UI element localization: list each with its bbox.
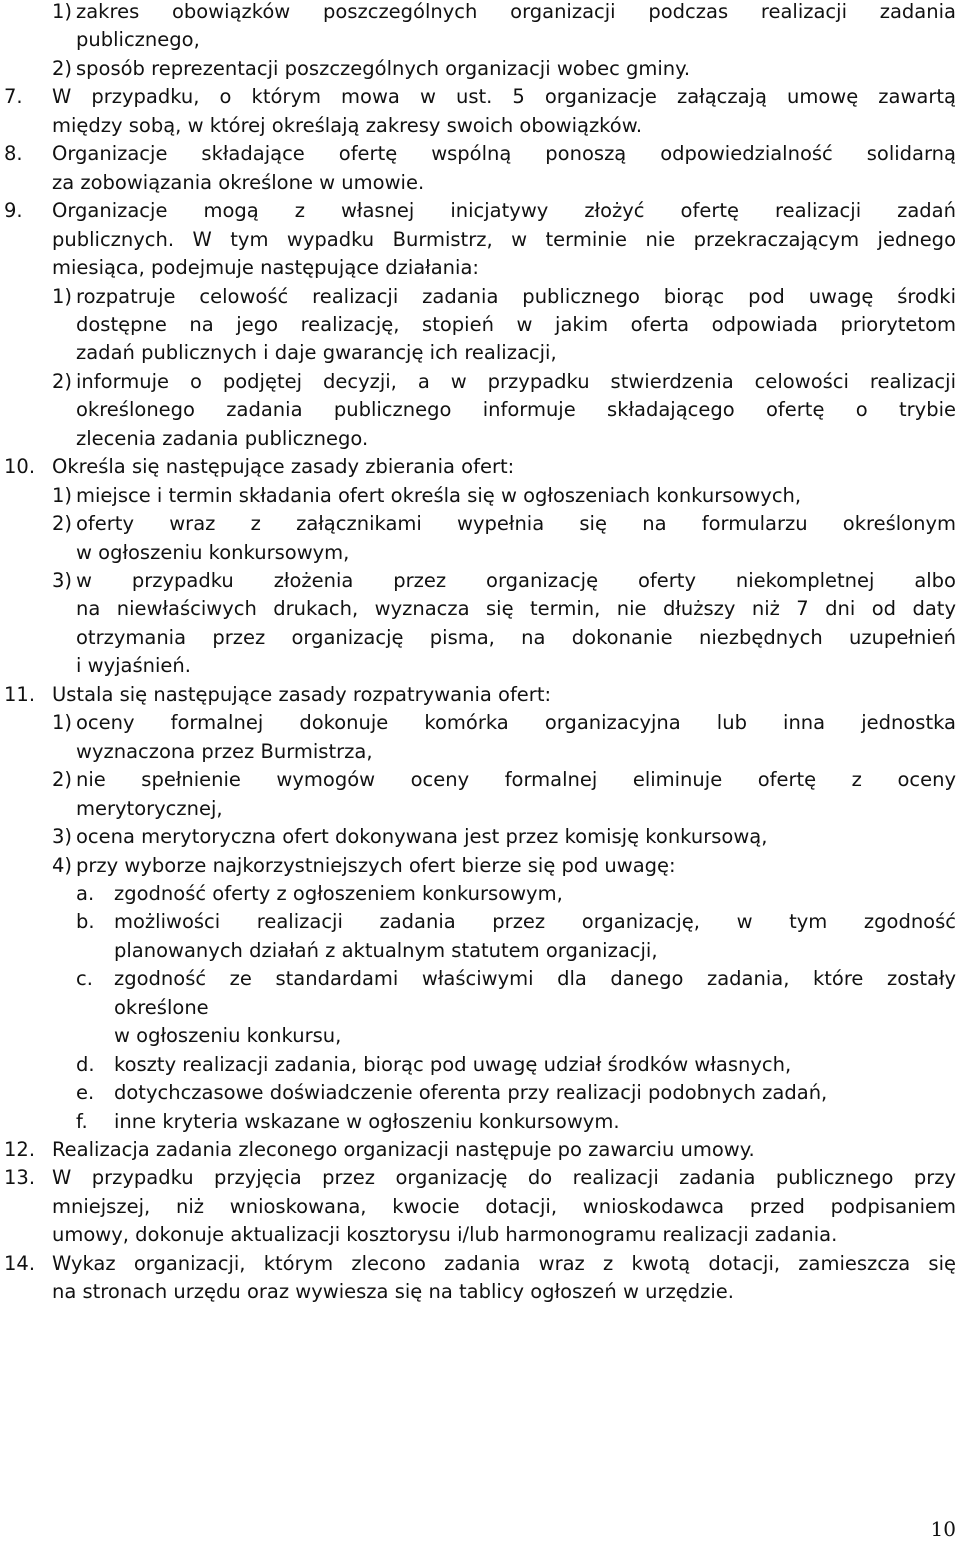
text-line bbox=[0, 396, 960, 424]
text-line bbox=[0, 26, 960, 54]
list-marker: 10. bbox=[4, 455, 36, 479]
line-text: nie spełnienie wymogów oceny formalnej eliminuje ofertę z oceny bbox=[76, 768, 956, 792]
line-text: między sobą, w której określają zakresy swoich obowiązków. bbox=[52, 113, 643, 137]
list-marker: 8. bbox=[4, 142, 23, 166]
line-text: miejsce i termin składania ofert określa się w ogłoszeniach konkursowych, bbox=[76, 483, 802, 507]
line-text: i wyjaśnień. bbox=[76, 654, 191, 678]
list-marker: a. bbox=[76, 881, 95, 905]
list-marker: 4) bbox=[52, 853, 73, 877]
text-line bbox=[0, 453, 960, 481]
text-line bbox=[0, 595, 960, 623]
line-text: określonego zadania publicznego informuje składającego ofertę o trybie bbox=[76, 398, 956, 422]
line-text: oferty wraz z załącznikami wypełnia się na formularzu określonym bbox=[76, 512, 956, 536]
list-marker: 1) bbox=[52, 0, 73, 23]
line-text: planowanych działań z aktualnym statutem organizacji, bbox=[114, 938, 658, 962]
text-line bbox=[0, 1221, 960, 1249]
line-text: umowy, dokonuje aktualizacji kosztorysu i/lub harmonogramu realizacji zadania. bbox=[52, 1223, 838, 1247]
text-line bbox=[0, 539, 960, 567]
line-text: publicznych. W tym wypadku Burmistrz, w terminie nie przekraczającym jednego bbox=[52, 227, 956, 251]
line-text: dostępne na jego realizację, stopień w jakim oferta odpowiada priorytetom bbox=[76, 312, 956, 336]
text-line bbox=[0, 624, 960, 652]
list-marker: 3) bbox=[52, 825, 73, 849]
text-line bbox=[0, 169, 960, 197]
line-text: Ustala się następujące zasady rozpatrywania ofert: bbox=[52, 682, 552, 706]
text-line bbox=[0, 425, 960, 453]
line-text: Organizacje składające ofertę wspólną ponoszą odpowiedzialność solidarną bbox=[52, 142, 956, 166]
list-marker: 1) bbox=[52, 284, 73, 308]
list-marker: 9. bbox=[4, 199, 23, 223]
text-line bbox=[0, 738, 960, 766]
line-text: na stronach urzędu oraz wywiesza się na tablicy ogłoszeń w urzędzie. bbox=[52, 1280, 734, 1304]
line-text: na niewłaściwych drukach, wyznacza się termin, nie dłuższy niż 7 dni od daty bbox=[76, 597, 956, 621]
line-text: miesiąca, podejmuje następujące działania: bbox=[52, 256, 479, 280]
text-line bbox=[0, 1250, 960, 1278]
list-marker: 11. bbox=[4, 682, 36, 706]
line-text: zadań publicznych i daje gwarancję ich realizacji, bbox=[76, 341, 557, 365]
line-text: Realizacja zadania zleconego organizacji następuje po zawarciu umowy. bbox=[52, 1138, 755, 1161]
text-line bbox=[0, 226, 960, 254]
line-text: ocena merytoryczna ofert dokonywana jest przez komisję konkursową, bbox=[76, 825, 768, 849]
line-text: koszty realizacji zadania, biorąc pod uwagę udział środków własnych, bbox=[114, 1052, 792, 1076]
line-text: dotychczasowe doświadczenie oferenta przy realizacji podobnych zadań, bbox=[114, 1081, 828, 1105]
text-line bbox=[0, 1193, 960, 1221]
line-text: w przypadku złożenia przez organizację oferty niekompletnej albo bbox=[76, 569, 956, 592]
text-line bbox=[0, 937, 960, 965]
text-line bbox=[0, 823, 960, 851]
text-line bbox=[0, 1164, 960, 1192]
list-marker: 2) bbox=[52, 512, 73, 536]
line-text: mniejszej, niż wnioskowana, kwocie dotacji, wnioskodawca przed podpisaniem bbox=[52, 1194, 956, 1218]
text-line bbox=[0, 965, 960, 993]
text-line bbox=[0, 1278, 960, 1306]
line-text: inne kryteria wskazane w ogłoszeniu konkursowym. bbox=[114, 1109, 620, 1133]
text-line bbox=[0, 55, 960, 83]
text-line bbox=[0, 709, 960, 737]
line-text: informuje o podjętej decyzji, a w przypadku stwierdzenia celowości realizacji bbox=[76, 369, 956, 393]
line-text: możliwości realizacji zadania przez organizację, w tym zgodność bbox=[114, 910, 956, 934]
line-text: zgodność ze standardami właściwymi dla danego zadania, które zostały bbox=[114, 967, 956, 991]
text-line bbox=[0, 482, 960, 510]
text-line bbox=[0, 112, 960, 140]
list-marker: 2) bbox=[52, 768, 73, 792]
list-marker: e. bbox=[76, 1081, 95, 1105]
line-text: otrzymania przez organizację pisma, na dokonanie niezbędnych uzupełnień bbox=[76, 625, 956, 649]
text-line bbox=[0, 83, 960, 111]
text-line bbox=[0, 283, 960, 311]
line-text: sposób reprezentacji poszczególnych organizacji wobec gminy. bbox=[76, 56, 691, 80]
line-text: W przypadku przyjęcia przez organizację do realizacji zadania publicznego przy bbox=[52, 1166, 956, 1190]
list-marker: 7. bbox=[4, 85, 23, 109]
line-text: zgodność oferty z ogłoszeniem konkursowym, bbox=[114, 881, 563, 905]
text-line bbox=[0, 140, 960, 168]
text-line bbox=[0, 852, 960, 880]
list-marker: f. bbox=[76, 1109, 88, 1133]
text-line bbox=[0, 994, 960, 1022]
text-line bbox=[0, 567, 960, 595]
list-marker: 14. bbox=[4, 1251, 36, 1275]
text-line bbox=[0, 795, 960, 823]
list-marker: 3) bbox=[52, 569, 73, 592]
list-marker: 2) bbox=[52, 369, 73, 393]
text-line bbox=[0, 681, 960, 709]
line-text: w ogłoszeniu konkursu, bbox=[114, 1024, 342, 1048]
list-marker: 12. bbox=[4, 1138, 36, 1161]
text-line bbox=[0, 0, 960, 26]
text-line bbox=[0, 254, 960, 282]
line-text: zlecenia zadania publicznego. bbox=[76, 426, 369, 450]
line-text: publicznego, bbox=[76, 28, 200, 52]
list-marker: 2) bbox=[52, 56, 73, 80]
list-marker: 1) bbox=[52, 483, 73, 507]
text-line bbox=[0, 1022, 960, 1050]
line-text: w ogłoszeniu konkursowym, bbox=[76, 540, 350, 564]
line-text: oceny formalnej dokonuje komórka organizacyjna lub inna jednostka bbox=[76, 711, 956, 735]
page-number: 10 bbox=[930, 1517, 956, 1541]
text-line bbox=[0, 880, 960, 908]
line-text: zakres obowiązków poszczególnych organizacji podczas realizacji zadania bbox=[76, 0, 956, 23]
list-marker: b. bbox=[76, 910, 95, 934]
list-marker: 13. bbox=[4, 1166, 36, 1190]
text-line bbox=[0, 339, 960, 367]
line-text: rozpatruje celowość realizacji zadania publicznego biorąc pod uwagę środki bbox=[76, 284, 956, 308]
line-text: merytorycznej, bbox=[76, 796, 223, 820]
text-line bbox=[0, 652, 960, 680]
text-line bbox=[0, 1108, 960, 1136]
text-line bbox=[0, 1079, 960, 1107]
line-text: określone bbox=[114, 995, 209, 1019]
text-line bbox=[0, 766, 960, 794]
text-line bbox=[0, 1136, 960, 1164]
list-marker: c. bbox=[76, 967, 93, 991]
line-text: Organizacje mogą z własnej inicjatywy złożyć ofertę realizacji zadań bbox=[52, 199, 956, 223]
text-line bbox=[0, 311, 960, 339]
list-marker: 1) bbox=[52, 711, 73, 735]
text-line bbox=[0, 1051, 960, 1079]
line-text: Wykaz organizacji, którym zlecono zadania wraz z kwotą dotacji, zamieszcza się bbox=[52, 1251, 956, 1275]
line-text: za zobowiązania określone w umowie. bbox=[52, 170, 425, 194]
text-line bbox=[0, 197, 960, 225]
text-line bbox=[0, 510, 960, 538]
text-line bbox=[0, 908, 960, 936]
line-text: przy wyborze najkorzystniejszych ofert bierze się pod uwagę: bbox=[76, 853, 676, 877]
text-line bbox=[0, 368, 960, 396]
line-text: Określa się następujące zasady zbierania ofert: bbox=[52, 455, 515, 479]
line-text: W przypadku, o którym mowa w ust. 5 organizacje załączają umowę zawartą bbox=[52, 85, 956, 109]
list-marker: d. bbox=[76, 1052, 95, 1076]
line-text: wyznaczona przez Burmistrza, bbox=[76, 739, 373, 763]
